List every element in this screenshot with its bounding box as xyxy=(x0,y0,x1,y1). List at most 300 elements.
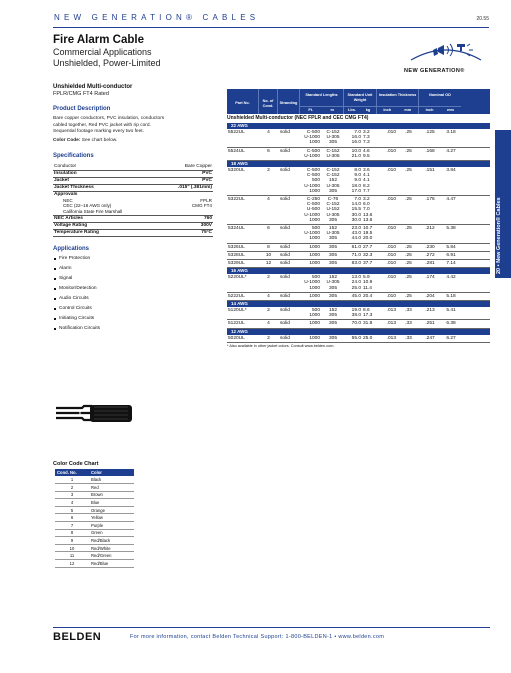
logo-text: NEW GENERATION® xyxy=(404,68,465,74)
length-ft: 1000 xyxy=(309,261,320,267)
cond-count: 8 xyxy=(267,244,270,250)
cc-color: Red/Green xyxy=(89,552,134,560)
weight-kg: 3.2 xyxy=(363,197,370,203)
weight-lbs-col xyxy=(344,336,361,341)
insulation-mm: .25 xyxy=(405,261,412,267)
stranding: solid xyxy=(280,197,290,203)
od-inch: .213 xyxy=(425,308,435,314)
insulation-mm: .25 xyxy=(405,197,412,203)
length-m: C-152 xyxy=(326,130,340,135)
weight-kg-col xyxy=(361,253,377,258)
weight-kg-col xyxy=(361,321,377,326)
weight-lbs-col xyxy=(344,253,361,258)
length-m: 305 xyxy=(328,261,337,267)
awg-band: 16 AWG xyxy=(227,268,490,274)
application-item: Monitor/Detection xyxy=(53,284,213,294)
cond-count: 4 xyxy=(267,321,270,327)
length-m: C-152 xyxy=(326,168,340,174)
weight-lbs: 18.0 xyxy=(351,183,361,189)
insulation-mm: .33 xyxy=(405,335,412,341)
length-m-col xyxy=(322,245,344,250)
description-text: Bare copper conductors, PVC insulation, conductors cabled together, Red PVC jacket with rip cord. Sequential footage marking every two feet. xyxy=(53,116,165,135)
table-row xyxy=(227,307,490,320)
table-row xyxy=(227,129,490,148)
od-mm: 6.27 xyxy=(446,335,456,341)
weight-kg-col xyxy=(361,168,377,194)
weight-kg: 10.7 xyxy=(363,226,373,232)
part-no: 5122UL xyxy=(228,321,245,327)
weight-lbs: 24.0 xyxy=(351,280,361,286)
od-mm: 7.14 xyxy=(446,261,456,267)
od-inch: .281 xyxy=(425,261,435,267)
application-item: Fire Protection xyxy=(53,254,213,264)
spec-row xyxy=(53,171,213,178)
od-inch: .204 xyxy=(425,293,435,299)
weight-lbs-col xyxy=(344,245,361,250)
cond-count: 4 xyxy=(267,197,270,203)
weight-kg-col xyxy=(361,294,377,299)
spec-row xyxy=(53,178,213,185)
weight-lbs: 83.0 xyxy=(351,261,361,267)
length-m-col xyxy=(322,308,344,318)
spec-label: Insulation xyxy=(54,171,77,177)
insulation-inch: .013 xyxy=(386,335,396,341)
spec-rows xyxy=(53,164,213,192)
weight-lbs-col xyxy=(344,226,361,242)
weight-kg: 27.7 xyxy=(363,244,373,250)
approval-value: FPLR xyxy=(200,198,212,204)
part-no: 5326UL xyxy=(228,244,245,250)
insulation-inch: .010 xyxy=(386,148,396,154)
th-weight: Standard Unit Weight Lbs. kg xyxy=(344,89,377,114)
table-row xyxy=(227,196,490,225)
cc-header-cond: Cond. No. xyxy=(55,469,89,476)
approval-row xyxy=(53,209,213,214)
spec-label: Jacket xyxy=(54,178,69,184)
table-caption: Unshielded Multi-conductor (NEC FPLR and CEC CMG FT4) xyxy=(227,115,369,121)
length-m: C-76 xyxy=(327,197,339,203)
weight-kg: 8.6 xyxy=(363,308,370,314)
od-mm: 5.38 xyxy=(446,226,456,232)
stranding: solid xyxy=(280,226,290,232)
length-ft: C-500 xyxy=(306,173,320,179)
od-inch: .212 xyxy=(425,226,435,232)
weight-kg: 4.1 xyxy=(363,178,370,184)
part-no: 5120UL* xyxy=(228,308,247,314)
cc-cond-no: 2 xyxy=(55,484,89,492)
applications-list xyxy=(53,254,213,334)
awg-band: 22 AWG xyxy=(227,123,490,129)
part-no: 5524UL xyxy=(228,148,245,154)
length-m: C-152 xyxy=(326,148,340,154)
length-m: U-305 xyxy=(326,280,340,286)
cc-cond-no: 3 xyxy=(55,491,89,499)
approvals-label: Approvals xyxy=(54,192,78,198)
awg-band: 18 AWG xyxy=(227,161,490,167)
length-ft: C-500 xyxy=(306,148,320,154)
weight-lbs: 9.0 xyxy=(354,173,361,179)
spec-label: Temperature Rating xyxy=(54,229,99,235)
length-m: 305 xyxy=(328,293,337,299)
weight-lbs-col xyxy=(344,149,361,159)
od-mm: 5.84 xyxy=(446,244,456,250)
length-ft: 1000 xyxy=(309,335,320,341)
cc-cond-no: 12 xyxy=(55,560,89,568)
section-tab xyxy=(495,130,511,278)
table-row xyxy=(227,260,490,268)
part-no: 5222UL xyxy=(228,293,245,299)
od-mm: 4.47 xyxy=(446,197,456,203)
cc-color: Yellow xyxy=(89,514,134,522)
weight-kg: 13.6 xyxy=(363,212,373,218)
weight-kg: 31.8 xyxy=(363,321,373,327)
cc-color: Red/White xyxy=(89,544,134,552)
weight-kg: 7.7 xyxy=(363,188,370,194)
color-chart-row xyxy=(55,529,134,537)
weight-lbs: 15.5 xyxy=(351,207,361,213)
length-m: 152 xyxy=(328,226,337,232)
stranding: solid xyxy=(280,168,290,174)
table-row xyxy=(227,320,490,328)
weight-kg: 4.1 xyxy=(363,173,370,179)
length-ft: U-1000 xyxy=(304,231,320,237)
length-ft: U-1000 xyxy=(304,135,320,141)
table-body xyxy=(227,123,490,343)
part-no: 5020UL xyxy=(228,335,245,341)
cond-count: 2 xyxy=(267,168,270,174)
od-inch: .247 xyxy=(425,335,435,341)
table-row xyxy=(227,225,490,244)
spec-row xyxy=(53,230,213,237)
stranding: solid xyxy=(280,293,290,299)
weight-kg: 7.3 xyxy=(363,140,370,146)
part-no: 5220UL* xyxy=(228,275,247,281)
application-item: Notification Circuits xyxy=(53,324,213,334)
weight-kg: 3.6 xyxy=(363,168,370,174)
weight-lbs: 17.0 xyxy=(351,188,361,194)
weight-kg: 7.3 xyxy=(363,135,370,141)
spec-value: 300V xyxy=(200,222,212,228)
weight-lbs: 71.0 xyxy=(351,252,361,258)
spec-rows-2 xyxy=(53,216,213,237)
stranding: solid xyxy=(280,244,290,250)
weight-kg: 25.0 xyxy=(363,335,373,341)
length-ft: 500 xyxy=(311,226,320,232)
application-item: Signal xyxy=(53,274,213,284)
spec-value: 760 xyxy=(203,215,212,221)
weight-lbs: 13.0 xyxy=(351,275,361,281)
length-m: U-305 xyxy=(326,183,340,189)
weight-lbs: 25.0 xyxy=(351,285,361,291)
part-no: 5320UL xyxy=(228,168,245,174)
weight-lbs: 45.0 xyxy=(351,293,361,299)
cc-cond-no: 1 xyxy=(55,476,89,484)
product-heading: Unshielded Multi-conductor xyxy=(53,84,133,90)
weight-lbs: 16.0 xyxy=(351,135,361,141)
weight-lbs: 9.0 xyxy=(354,178,361,184)
od-mm: 4.27 xyxy=(446,148,456,154)
cc-color: Blue xyxy=(89,499,134,507)
length-m: 305 xyxy=(328,252,337,258)
cc-cond-no: 7 xyxy=(55,522,89,530)
length-m: 305 xyxy=(328,217,337,223)
insulation-mm: .25 xyxy=(405,148,412,154)
part-no: 5322UL xyxy=(228,197,245,203)
color-code-table xyxy=(55,469,134,568)
insulation-mm: .33 xyxy=(405,321,412,327)
length-ft: 1000 xyxy=(309,321,320,327)
color-code-line xyxy=(53,138,213,144)
color-chart-row xyxy=(55,514,134,522)
insulation-inch: .010 xyxy=(386,130,396,135)
header-series: NEW GENERATION® CABLES xyxy=(54,13,260,22)
awg-band: 14 AWG xyxy=(227,301,490,307)
part-no: 5522UL xyxy=(228,130,245,135)
cc-cond-no: 5 xyxy=(55,506,89,514)
spec-label: Voltage Rating xyxy=(54,222,88,228)
cc-color: Purple xyxy=(89,522,134,530)
length-m-col xyxy=(322,130,344,146)
insulation-inch: .010 xyxy=(386,252,396,258)
insulation-inch: .010 xyxy=(386,275,396,281)
color-chart-row xyxy=(55,491,134,499)
od-mm: 5.41 xyxy=(446,308,456,314)
weight-kg-col xyxy=(361,308,377,318)
length-ft: 1000 xyxy=(309,236,320,242)
length-ft: 1000 xyxy=(309,313,320,319)
weight-lbs: 55.0 xyxy=(351,335,361,341)
cond-count: 2 xyxy=(267,308,270,314)
insulation-inch: .010 xyxy=(386,261,396,267)
cable-illustration xyxy=(54,398,134,428)
length-ft: C-250 xyxy=(306,197,320,203)
color-chart-row xyxy=(55,476,134,484)
insulation-mm: .25 xyxy=(405,168,412,174)
th-lengths: Standard Lengths Ft. m xyxy=(300,89,344,114)
left-column xyxy=(53,84,213,334)
insulation-mm: .25 xyxy=(405,252,412,258)
cc-cond-no: 9 xyxy=(55,537,89,545)
approval-value: CMG FT4 xyxy=(191,203,212,209)
od-inch: .251 xyxy=(425,321,435,327)
spec-value: PVC xyxy=(202,178,212,184)
weight-kg: 20.4 xyxy=(363,293,373,299)
length-ft: U-1000 xyxy=(304,212,320,218)
approval-label: CEC (22–16 AWG only) xyxy=(63,203,112,209)
length-ft-col xyxy=(300,321,322,326)
approval-label: NEC xyxy=(63,198,73,204)
length-m: U-305 xyxy=(326,212,340,218)
cond-count: 6 xyxy=(267,226,270,232)
weight-lbs: 10.0 xyxy=(351,148,361,154)
cond-count: 2 xyxy=(267,335,270,341)
weight-lbs-col xyxy=(344,275,361,291)
cc-cond-no: 11 xyxy=(55,552,89,560)
length-m: 305 xyxy=(328,335,337,341)
length-ft-col xyxy=(300,275,322,291)
color-code-label: Color Code: xyxy=(53,137,81,143)
weight-lbs-col xyxy=(344,321,361,326)
cc-color: Green xyxy=(89,529,134,537)
footer-rule xyxy=(53,627,490,628)
section-tab-label: 20 • New Generation® Cables xyxy=(496,197,502,274)
spec-row xyxy=(53,223,213,230)
length-ft: 1000 xyxy=(309,217,320,223)
length-ft: C-500 xyxy=(306,168,320,174)
weight-kg: 11.4 xyxy=(363,285,372,291)
stranding: solid xyxy=(280,130,290,135)
weight-lbs: 21.0 xyxy=(351,153,361,159)
footer-contact: For more information, contact Belden Technical Support: 1-800-BELDEN-1 • www.belden.com xyxy=(130,634,385,640)
length-ft-col xyxy=(300,261,322,266)
applications-heading: Applications xyxy=(53,245,90,252)
length-ft: 500 xyxy=(311,275,320,281)
length-ft: 1000 xyxy=(309,285,320,291)
spec-label: NEC Articles xyxy=(54,215,83,221)
subtitle-2: Unshielded, Power-Limited xyxy=(53,58,161,68)
length-m: 152 xyxy=(328,275,337,281)
product-table xyxy=(227,89,490,349)
length-m: U-152 xyxy=(326,207,340,213)
stranding: solid xyxy=(280,148,290,154)
length-ft: 500 xyxy=(311,308,320,314)
color-chart-row xyxy=(55,560,134,568)
color-chart-row xyxy=(55,506,134,514)
spec-value: Bare Copper xyxy=(184,164,212,170)
insulation-inch: .010 xyxy=(386,244,396,250)
page-number: 20.55 xyxy=(476,16,489,22)
stranding: solid xyxy=(280,321,290,327)
weight-lbs: 61.0 xyxy=(351,244,361,250)
length-ft: 1000 xyxy=(309,188,320,194)
th-od: Nominal OD inch mm xyxy=(419,89,461,114)
table-row xyxy=(227,252,490,260)
length-m: 305 xyxy=(328,313,337,319)
part-no: 5324UL xyxy=(228,226,245,232)
cc-color: Red/Black xyxy=(89,537,134,545)
application-item: Alarm xyxy=(53,264,213,274)
length-m-col xyxy=(322,253,344,258)
length-ft: 1000 xyxy=(309,293,320,299)
length-m: U-305 xyxy=(326,153,340,159)
length-ft: U-1000 xyxy=(304,153,320,159)
length-m-col xyxy=(322,197,344,223)
application-item: Audio Circuits xyxy=(53,294,213,304)
header-rule xyxy=(53,27,489,28)
length-m: U-305 xyxy=(326,135,340,141)
weight-lbs: 43.0 xyxy=(351,231,361,237)
weight-kg-col xyxy=(361,149,377,159)
weight-lbs: 44.0 xyxy=(351,236,361,242)
insulation-mm: .25 xyxy=(405,130,412,135)
od-inch: .174 xyxy=(425,275,435,281)
weight-lbs-col xyxy=(344,130,361,146)
length-ft: C-500 xyxy=(306,130,320,135)
length-ft-col xyxy=(300,197,322,223)
cc-cond-no: 6 xyxy=(55,514,89,522)
spec-value: 75°C xyxy=(201,229,212,235)
insulation-mm: .25 xyxy=(405,293,412,299)
length-m: 305 xyxy=(328,285,337,291)
od-inch: .272 xyxy=(425,252,435,258)
cc-cond-no: 4 xyxy=(55,499,89,507)
weight-lbs: 23.0 xyxy=(351,226,361,232)
length-ft: C-500 xyxy=(306,202,320,208)
table-row xyxy=(227,274,490,293)
length-ft: 1000 xyxy=(309,140,320,146)
product-rating: FPLR/CMG FT4 Rated xyxy=(53,91,109,97)
length-m-col xyxy=(322,294,344,299)
weight-kg: 4.6 xyxy=(363,148,370,154)
spec-row xyxy=(53,185,213,192)
od-inch: .151 xyxy=(425,168,435,174)
length-m: 305 xyxy=(328,140,337,146)
length-ft: U-1000 xyxy=(304,280,320,286)
insulation-inch: .010 xyxy=(386,226,396,232)
length-m: 305 xyxy=(328,244,337,250)
length-m-col xyxy=(322,168,344,194)
length-m: 152 xyxy=(328,308,337,314)
table-row xyxy=(227,244,490,252)
insulation-inch: .010 xyxy=(386,168,396,174)
weight-lbs: 8.0 xyxy=(354,168,361,174)
weight-kg-col xyxy=(361,130,377,146)
od-inch: .125 xyxy=(425,130,435,135)
color-chart-title: Color Code Chart xyxy=(53,461,99,467)
stranding: solid xyxy=(280,335,290,341)
length-m: 305 xyxy=(328,321,337,327)
weight-lbs: 7.0 xyxy=(354,130,361,135)
weight-kg-col xyxy=(361,261,377,266)
application-item: Control Circuits xyxy=(53,304,213,314)
od-mm: 5.18 xyxy=(446,293,456,299)
length-m-col xyxy=(322,226,344,242)
od-inch: .176 xyxy=(425,197,435,203)
length-m-col xyxy=(322,261,344,266)
weight-kg: 10.9 xyxy=(363,280,373,286)
color-chart-row xyxy=(55,544,134,552)
color-chart-row xyxy=(55,499,134,507)
length-m: 152 xyxy=(328,178,337,184)
th-insulation: Insulation Thickness inch mm xyxy=(377,89,419,114)
weight-lbs-col xyxy=(344,294,361,299)
cc-color: Red/Blue xyxy=(89,560,134,568)
insulation-inch: .013 xyxy=(386,308,396,314)
cc-color: Orange xyxy=(89,506,134,514)
length-m: 305 xyxy=(328,188,337,194)
length-m: 305 xyxy=(328,236,337,242)
length-ft-col xyxy=(300,245,322,250)
new-generation-logo xyxy=(405,34,487,72)
spec-row xyxy=(53,164,213,171)
weight-lbs: 14.0 xyxy=(351,202,361,208)
application-item: Initiating Circuits xyxy=(53,314,213,324)
cond-count: 6 xyxy=(267,148,270,154)
cond-count: 10 xyxy=(265,252,272,258)
insulation-mm: .25 xyxy=(405,226,412,232)
belden-logo: BELDEN xyxy=(53,631,102,643)
weight-kg: 5.9 xyxy=(363,275,370,281)
approval-label: California State Fire Marshall xyxy=(63,208,123,214)
weight-kg: 19.5 xyxy=(363,231,373,237)
table-row xyxy=(227,293,490,301)
cc-cond-no: 8 xyxy=(55,529,89,537)
od-mm: 3.84 xyxy=(446,168,456,174)
table-row xyxy=(227,167,490,196)
length-ft-col xyxy=(300,130,322,146)
weight-kg-col xyxy=(361,226,377,242)
weight-kg: 32.3 xyxy=(363,252,373,258)
